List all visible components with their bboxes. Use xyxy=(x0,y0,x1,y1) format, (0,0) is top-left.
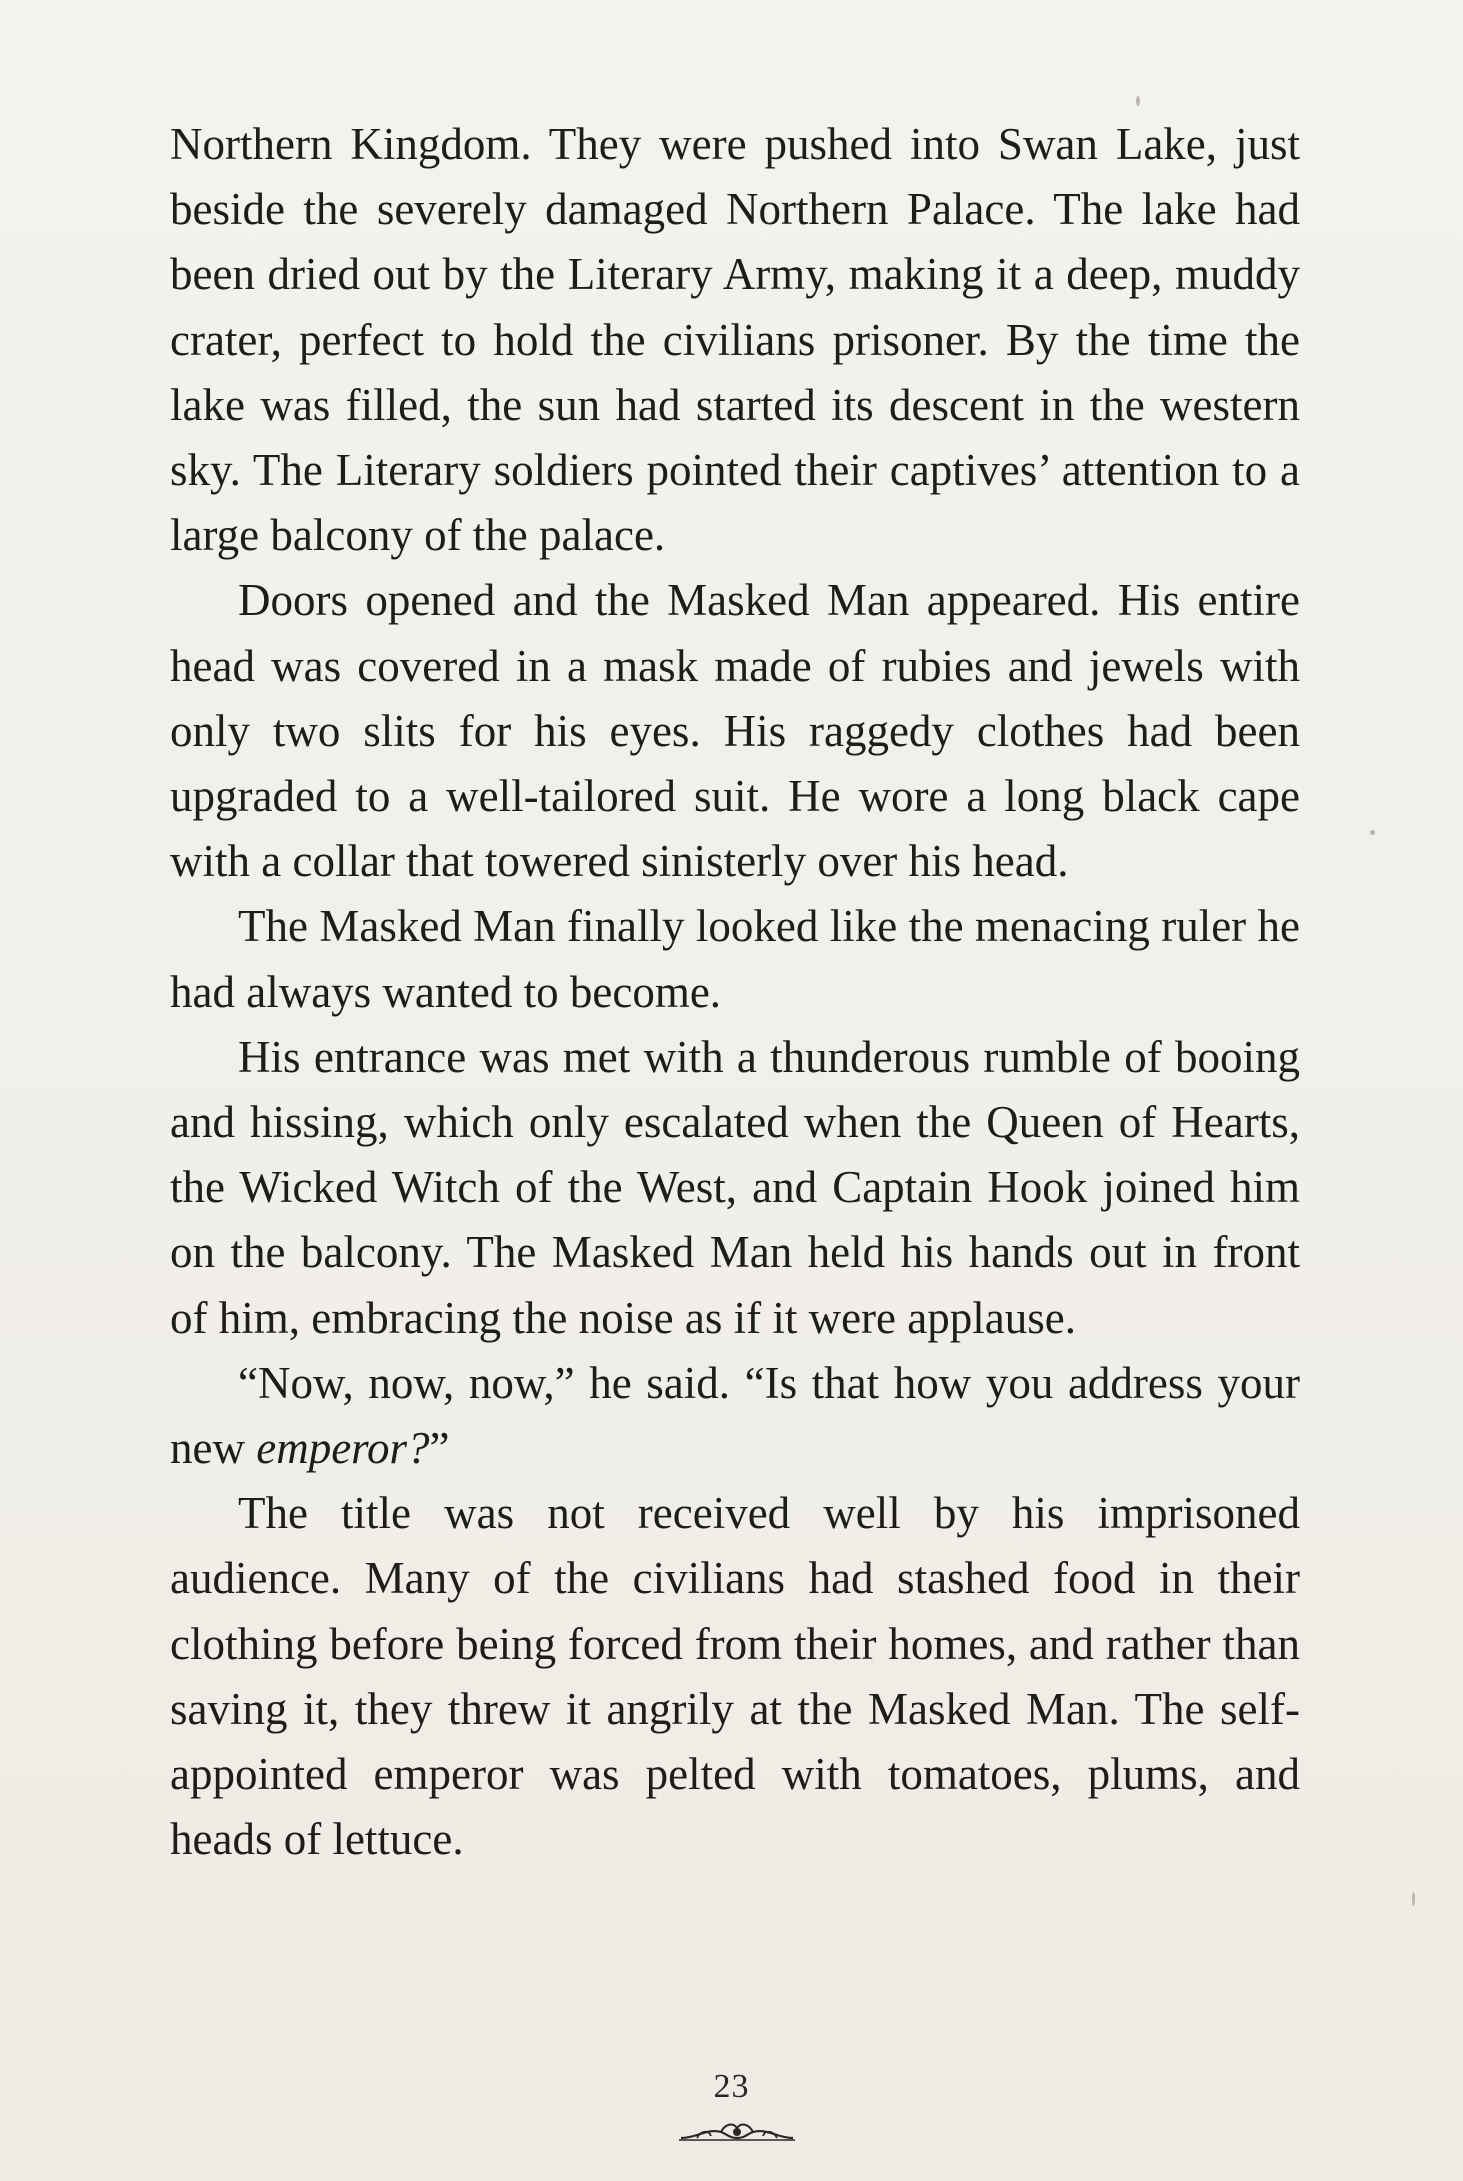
paragraph-4-text: His entrance was met with a thunderous rumble of booing and hissing, which only escalated when the Queen of Hearts, the Wicked Witch of the West, and Captain Hook joined him on the balcony. The Masked Man held his hands out in front of him, embracing the noise as if it were applause. xyxy=(170,1031,1300,1343)
paragraph-5-text: “Now, now, now,” he said. “Is that how you address your new xyxy=(170,1357,1300,1474)
paragraph-3 xyxy=(170,894,1300,1024)
paragraph-2-text: Doors opened and the Masked Man appeared. His entire head was covered in a mask made of rubies and jewels with only two slits for his eyes. His raggedy clothes had been upgraded to a well-tailored suit. He wore a long black cape with a collar that towered sinisterly over his head. xyxy=(170,575,1300,887)
paragraph-2 xyxy=(170,568,1300,894)
paragraph-3-text: The Masked Man finally looked like the menacing ruler he had always wanted to become. xyxy=(170,901,1300,1017)
paper-speck xyxy=(1136,96,1140,106)
paragraph-1-text: Northern Kingdom. They were pushed into Swan Lake, just beside the severely damaged Northern Palace. The lake had been dried out by the Literary Army, making it a deep, muddy crater, perfect to hold the civilians prisoner. By the time the lake was filled, the sun had started its descent in the western sky. The Literary soldiers pointed their captives’ attention to a large balcony of the palace. xyxy=(170,119,1300,561)
page-number: 23 xyxy=(713,2068,750,2105)
paragraph-5-closing-quote: ” xyxy=(429,1423,450,1474)
paragraph-5-emphasis: emperor? xyxy=(256,1423,430,1474)
paragraph-4 xyxy=(170,1025,1300,1351)
body-text xyxy=(170,112,1300,1872)
paragraph-6 xyxy=(170,1481,1300,1872)
paragraph-5 xyxy=(170,1351,1300,1481)
paper-speck xyxy=(1370,830,1375,835)
paragraph-6-text: The title was not received well by his imprisoned audience. Many of the civilians had stashed food in their clothing before being forced from their homes, and rather than saving it, they threw it angrily at the Masked Man. The self-appointed emperor was pelted with tomatoes, plums, and heads of lettuce. xyxy=(170,1488,1300,1865)
paper-speck xyxy=(1412,1892,1415,1906)
paragraph-1 xyxy=(170,112,1300,568)
decorative-flourish-icon xyxy=(677,2118,797,2146)
